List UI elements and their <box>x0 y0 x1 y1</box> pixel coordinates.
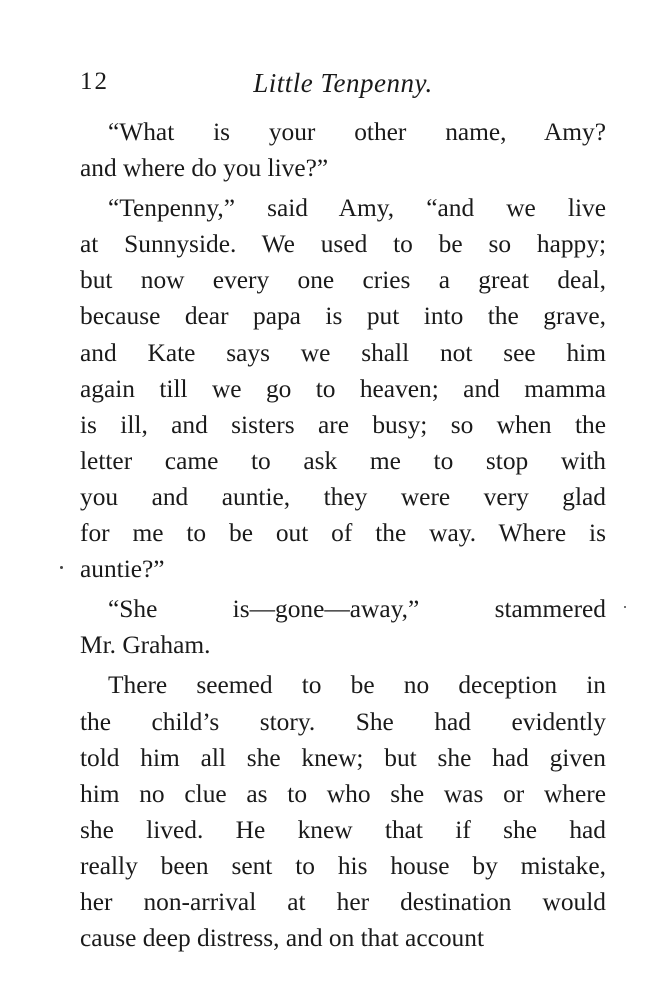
text-line: and Kate says we shall not see him <box>80 338 606 367</box>
page-header <box>80 68 606 108</box>
text-line: “What is your other name, Amy? <box>108 118 606 146</box>
paragraph <box>80 190 606 587</box>
text-line: because dear papa is put into the grave, <box>80 302 606 331</box>
print-speck <box>624 606 626 608</box>
text-line: and where do you live?” <box>80 154 329 183</box>
text-line: “Tenpenny,” said Amy, “and we live <box>108 194 606 223</box>
text-line: she lived. He knew that if she had <box>80 815 606 844</box>
paragraph <box>80 591 606 663</box>
text-line: told him all she knew; but she had given <box>80 743 606 772</box>
print-speck <box>60 566 63 569</box>
paragraph <box>80 114 606 186</box>
text-line: cause deep distress, and on that account <box>80 924 484 953</box>
text-line: again till we go to heaven; and mamma <box>80 374 606 403</box>
paragraph <box>80 667 606 956</box>
text-line: but now every one cries a great deal, <box>80 266 606 295</box>
text-line: letter came to ask me to stop with <box>80 446 606 475</box>
text-line: for me to be out of the way. Where is <box>80 519 606 548</box>
text-line: really been sent to his house by mistake, <box>80 851 606 880</box>
text-line: him no clue as to who she was or where <box>80 779 606 808</box>
text-line: is ill, and sisters are busy; so when the <box>80 410 606 439</box>
text-line: Mr. Graham. <box>80 631 211 660</box>
page-number: 12 <box>80 68 109 95</box>
text-line: at Sunnyside. We used to be so happy; <box>80 230 606 259</box>
text-line: auntie?” <box>80 555 165 584</box>
text-line: “She is—gone—away,” stammered <box>108 595 606 624</box>
text-line: the child’s story. She had evidently <box>80 707 606 736</box>
text-line: you and auntie, they were very glad <box>80 482 606 511</box>
text-line: There seemed to be no deception in <box>108 671 606 700</box>
body-text <box>80 114 606 956</box>
running-title: Little Tenpenny. <box>253 68 433 98</box>
text-line: her non-arrival at her destination would <box>80 887 606 916</box>
